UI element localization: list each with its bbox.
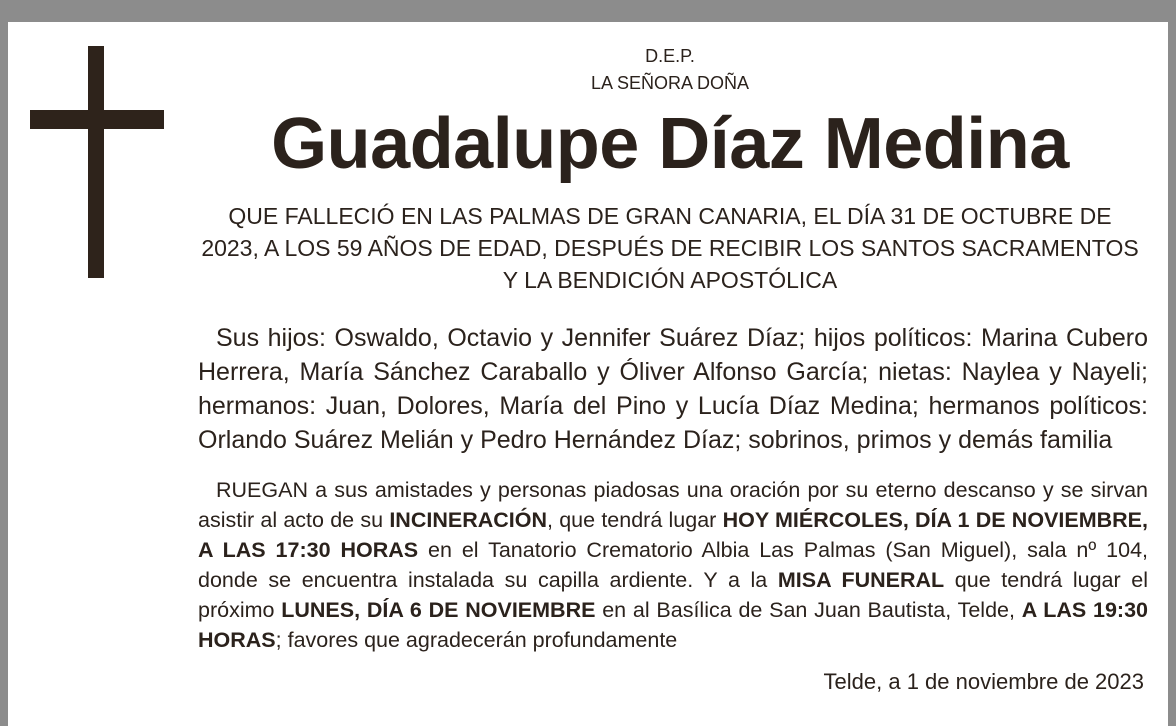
deceased-name: Guadalupe Díaz Medina (271, 104, 1069, 184)
funeral-mass-date: LUNES, DÍA 6 DE NOVIEMBRE (281, 598, 596, 622)
place-date: Telde, a 1 de noviembre de 2023 (823, 669, 1144, 694)
death-notice: QUE FALLECIÓ EN LAS PALMAS DE GRAN CANARIA, EL DÍA 31 DE OCTUBRE DE 2023, A LOS 59 AÑOS DE EDAD, DESPUÉS DE RECIBIR LOS SANTOS SACRAMENTOS Y LA BENDICIÓN APOSTÓLICA (201, 203, 1139, 293)
obituary-notice (8, 22, 1168, 726)
ceremony-text: RUEGAN a sus amistades y personas piadosas una oración por su eterno descanso y se sirvan asistir al acto de su (198, 478, 1148, 532)
family-paragraph: Sus hijos: Oswaldo, Octavio y Jennifer Suárez Díaz; hijos políticos: Marina Cubero Herrera, María Sánchez Caraballo y Óliver Alfonso García; nietas: Naylea y Nayeli; hermanos: Juan, Dolores, María del Pino y Lucía Díaz Medina; hermanos políticos: Orlando Suárez Melián y Pedro Hernández Díaz; sobrinos, primos y demás familia (198, 324, 1148, 454)
ceremony-paragraph (198, 475, 1148, 655)
funeral-mass-label: MISA FUNERAL (777, 568, 945, 592)
incineration-label: INCINERACIÓN (389, 508, 547, 532)
title-line: LA SEÑORA DOÑA (590, 73, 750, 93)
funeral-mass-time: A LAS 19:30 HORAS (198, 598, 1148, 652)
ceremony-text: en al Basílica de San Juan Bautista, Telde, (595, 598, 1022, 622)
dep-heading: D.E.P. (645, 46, 695, 66)
cross-vertical-bar (88, 46, 104, 278)
cross-horizontal-bar (30, 110, 164, 129)
ceremony-text: que tendrá lugar el próximo (198, 568, 1148, 622)
incineration-datetime: HOY MIÉRCOLES, DÍA 1 DE NOVIEMBRE, A LAS 17:30 HORAS (198, 508, 1148, 562)
ceremony-text: en el Tanatorio Crematorio Albia Las Palmas (San Miguel), sala nº 104, donde se encuentra instalada su capilla ardiente. Y a la (198, 538, 1148, 592)
ceremony-text: , que tendrá lugar (547, 508, 723, 532)
ceremony-text: ; favores que agradecerán profundamente (275, 628, 678, 652)
